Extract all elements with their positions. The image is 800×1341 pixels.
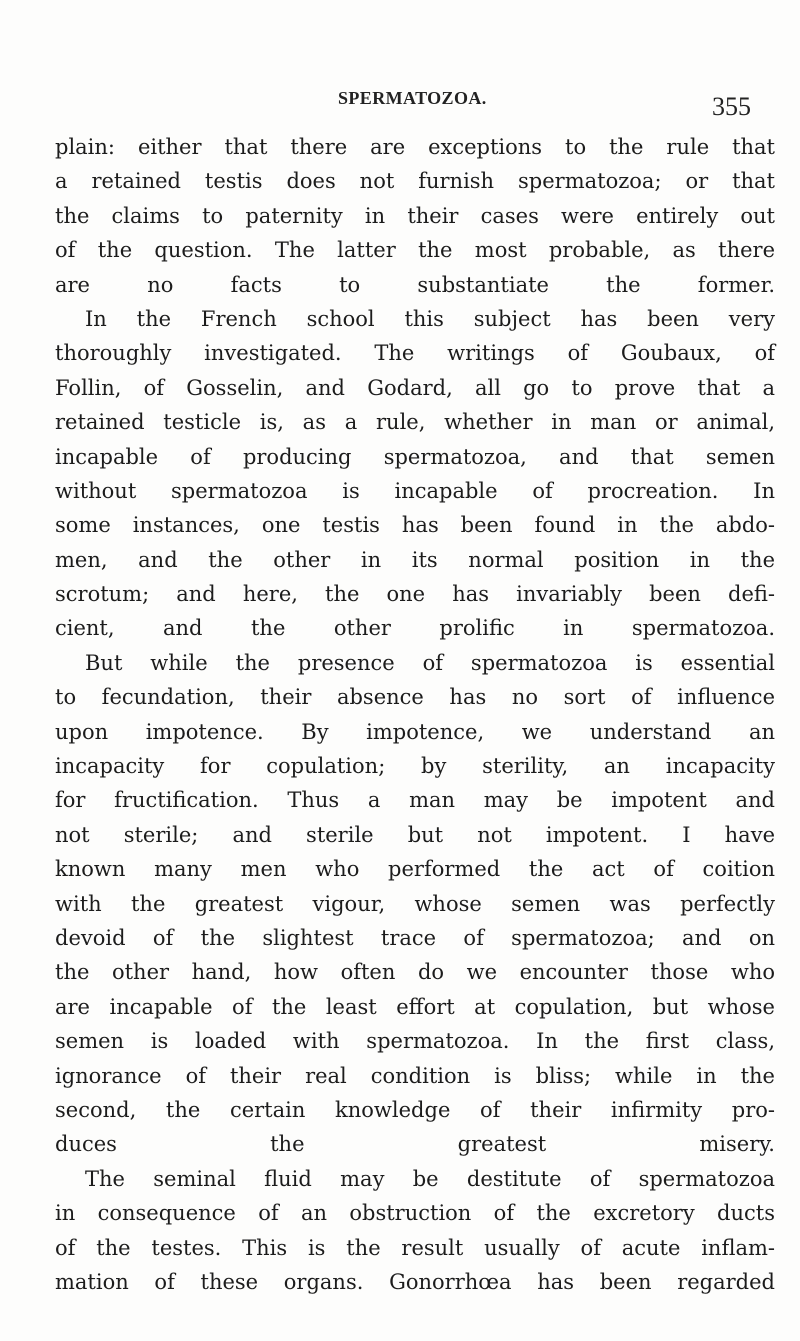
text-line: second, the certain knowledge of their infirmity pro-: [55, 1097, 775, 1122]
text-line: the other hand, how often do we encounter those who: [55, 960, 775, 985]
text-line: for fructification. Thus a man may be impotent and: [55, 788, 775, 813]
text-line: to fecundation, their absence has no sort of influence: [55, 685, 775, 710]
text-line: But while the presence of spermatozoa is essential: [85, 650, 775, 675]
body-text: [55, 130, 775, 1299]
text-line: semen is loaded with spermatozoa. In the first class,: [55, 1029, 775, 1054]
text-line: thoroughly investigated. The writings of Goubaux, of: [55, 341, 775, 366]
text-line: are incapable of the least effort at copulation, but whose: [55, 994, 775, 1019]
text-line: with the greatest vigour, whose semen was perfectly: [55, 891, 775, 916]
text-line: Follin, of Gosselin, and Godard, all go to prove that a: [55, 375, 775, 400]
text-line: without spermatozoa is incapable of procreation. In: [55, 478, 775, 503]
text-line: of the testes. This is the result usually of acute inflam-: [55, 1235, 775, 1260]
running-head: SPERMATOZOA.: [338, 88, 487, 108]
text-line: men, and the other in its normal position in the: [55, 547, 775, 572]
text-line: are no facts to substantiate the former.: [55, 272, 775, 297]
text-line: retained testicle is, as a rule, whether in man or animal,: [55, 410, 775, 435]
text-line: of the question. The latter the most probable, as there: [55, 238, 775, 263]
text-line: In the French school this subject has been very: [85, 306, 775, 331]
text-line: the claims to paternity in their cases were entirely out: [55, 203, 775, 228]
text-line: in consequence of an obstruction of the excretory ducts: [55, 1201, 775, 1226]
text-line: known many men who performed the act of coition: [55, 857, 775, 882]
text-line: mation of these organs. Gonorrhœa has been regarded: [55, 1269, 775, 1294]
text-line: cient, and the other prolific in spermatozoa.: [55, 616, 775, 641]
text-line: a retained testis does not furnish spermatozoa; or that: [55, 169, 775, 194]
text-line: plain: either that there are exceptions to the rule that: [55, 135, 775, 159]
text-line: incapable of producing spermatozoa, and that semen: [55, 444, 775, 469]
text-line: not sterile; and sterile but not impotent. I have: [55, 822, 775, 847]
text-line: devoid of the slightest trace of spermatozoa; and on: [55, 925, 775, 950]
page-number: 355: [712, 92, 751, 121]
text-line: scrotum; and here, the one has invariably been defi-: [55, 582, 775, 607]
text-line: duces the greatest misery.: [55, 1132, 775, 1157]
text-line: The seminal fluid may be destitute of spermatozoa: [85, 1166, 775, 1191]
text-line: ignorance of their real condition is bliss; while in the: [55, 1063, 775, 1088]
text-line: incapacity for copulation; by sterility, an incapacity: [55, 754, 775, 779]
text-line: some instances, one testis has been found in the abdo-: [55, 513, 775, 538]
text-line: upon impotence. By impotence, we understand an: [55, 719, 775, 744]
